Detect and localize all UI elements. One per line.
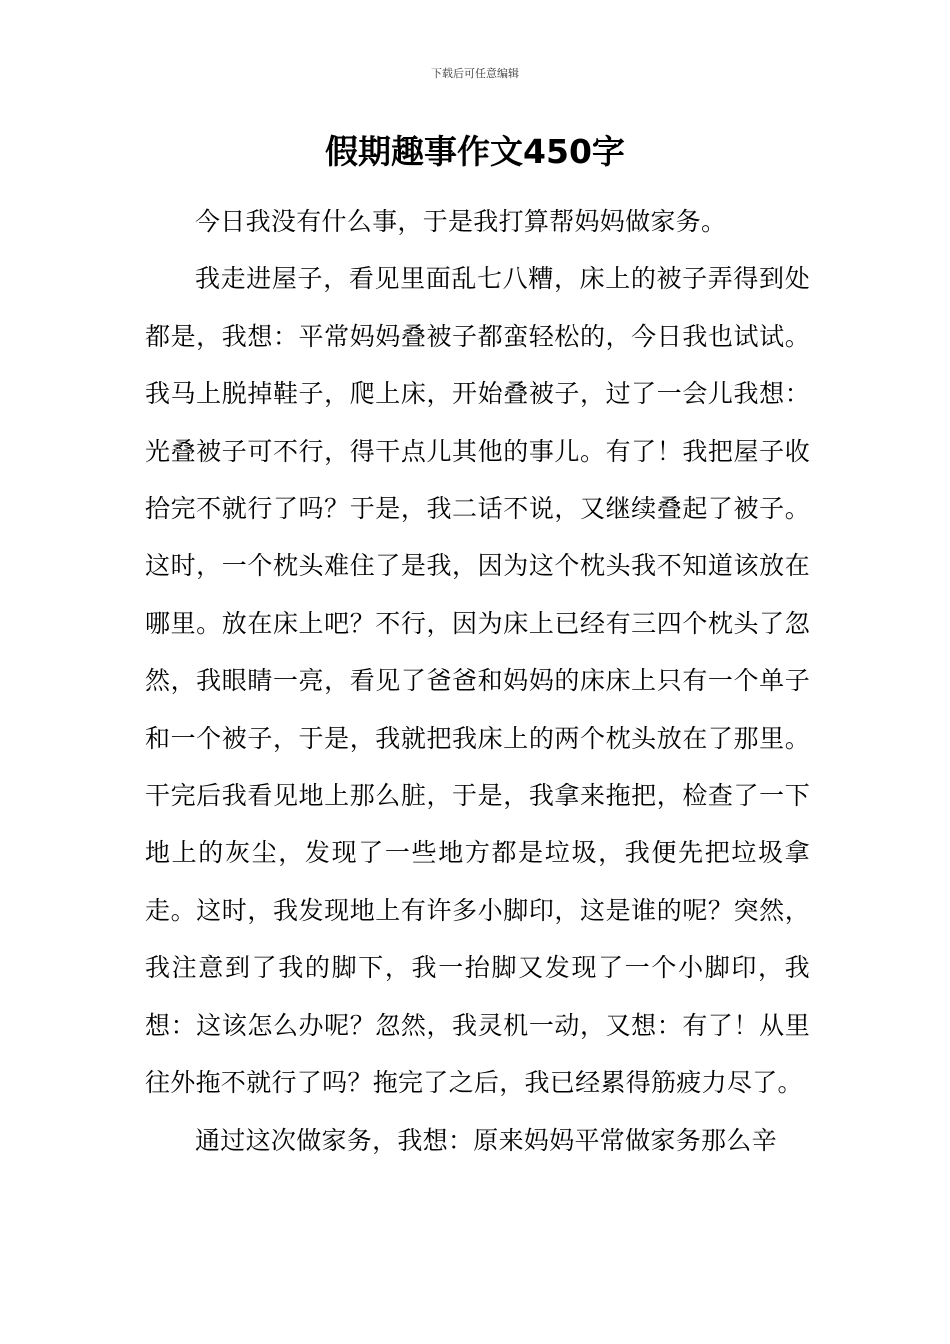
paragraph-1: 今日我没有什么事，于是我打算帮妈妈做家务。 xyxy=(195,207,727,236)
paragraph-3: 通过这次做家务，我想：原来妈妈平常做家务那么辛 xyxy=(195,1125,777,1155)
document-body xyxy=(145,193,810,1169)
page-header-note: 下载后可任意编辑 xyxy=(431,67,519,80)
document-title: 假期趣事作文450字 xyxy=(325,132,625,171)
paragraph-2: 我走进屋子，看见里面乱七八糟，床上的被子弄得到处都是，我想：平常妈妈叠被子都蛮轻松的，今日我也试试。我马上脱掉鞋子，爬上床，开始叠被子，过了一会儿我想：光叠被子可不行，得干点儿其他的事儿。有了！我把屋子收拾完不就行了吗？于是，我二话不说，又继续叠起了被子。这时，一个枕头难住了是我，因为这个枕头我不知道该放在哪里。放在床上吧？不行，因为床上已经有三四个枕头了忽然，我眼睛一亮，看见了爸爸和妈妈的床床上只有一个单子和一个被子，于是，我就把我床上的两个枕头放在了那里。干完后我看见地上那么脏，于是，我拿来拖把，检查了一下地上的灰尘，发现了一些地方都是垃圾，我便先把垃圾拿走。这时，我发现地上有许多小脚印，这是谁的呢？突然，我注意到了我的脚下，我一抬脚又发现了一个小脚印，我想：这该怎么办呢？忽然，我灵机一动，又想：有了！从里往外拖不就行了吗？拖完了之后，我已经累得筋疲力尽了。 xyxy=(145,264,810,1098)
